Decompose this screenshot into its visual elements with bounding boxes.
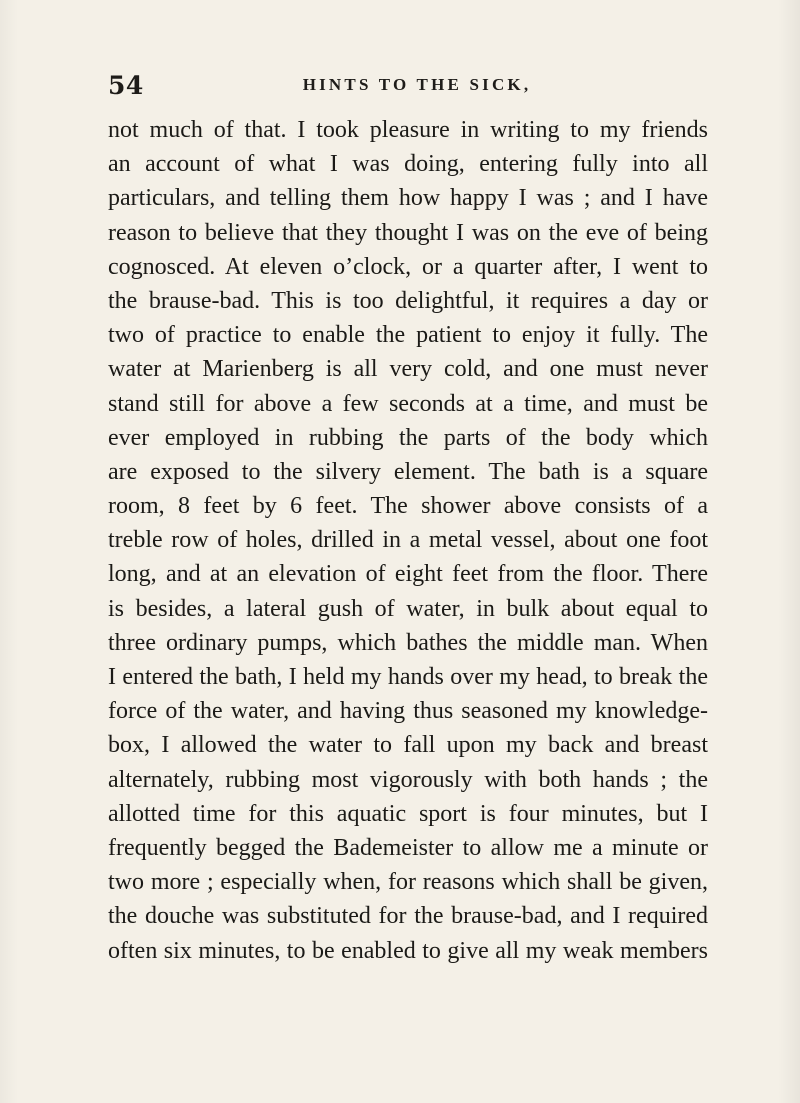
page-header <box>108 71 708 101</box>
text-line: the douche was substituted for the brause-bad, and I required <box>108 903 708 930</box>
text-line: treble row of holes, drilled in a metal vessel, about one foot <box>108 527 708 554</box>
text-line: the brause-bad. This is too delightful, it requires a day or <box>108 287 708 314</box>
text-line: force of the water, and having thus seasoned my knowledge- <box>108 698 708 725</box>
text-line: long, and at an elevation of eight feet from the floor. There <box>108 561 708 588</box>
body-text <box>108 113 708 968</box>
text-line: room, 8 feet by 6 feet. The shower above consists of a <box>108 493 708 520</box>
text-line: two of practice to enable the patient to enjoy it fully. The <box>108 322 708 349</box>
text-line: particulars, and telling them how happy I was ; and I have <box>108 185 708 212</box>
text-line: three ordinary pumps, which bathes the middle man. When <box>108 629 708 656</box>
text-line: reason to believe that they thought I was on the eve of being <box>108 219 708 246</box>
text-line: allotted time for this aquatic sport is four minutes, but I <box>108 800 708 827</box>
text-line: often six minutes, to be enabled to give all my weak members <box>108 937 708 964</box>
text-line: box, I allowed the water to fall upon my back and breast <box>108 732 708 759</box>
text-line: alternately, rubbing most vigorously with both hands ; the <box>108 766 708 793</box>
page-number: 54 <box>108 71 144 100</box>
text-line: water at Marienberg is all very cold, and one must never <box>108 356 708 383</box>
text-line: I entered the bath, I held my hands over my head, to break the <box>108 664 708 690</box>
text-line: frequently begged the Bademeister to allow me a minute or <box>108 834 708 861</box>
text-line: ever employed in rubbing the parts of the body which <box>108 424 708 451</box>
running-head: HINTS TO THE SICK, <box>302 75 532 94</box>
text-line: an account of what I was doing, entering fully into all <box>108 151 708 178</box>
text-line: is besides, a lateral gush of water, in bulk about equal to <box>108 595 708 622</box>
text-line: stand still for above a few seconds at a time, and must be <box>108 390 708 417</box>
text-line: are exposed to the silvery element. The bath is a square <box>108 458 708 485</box>
text-line: two more ; especially when, for reasons which shall be given, <box>108 869 708 896</box>
text-line: cognosced. At eleven o’clock, or a quarter after, I went to <box>108 253 708 280</box>
text-line: not much of that. I took pleasure in writing to my friends <box>108 117 708 143</box>
